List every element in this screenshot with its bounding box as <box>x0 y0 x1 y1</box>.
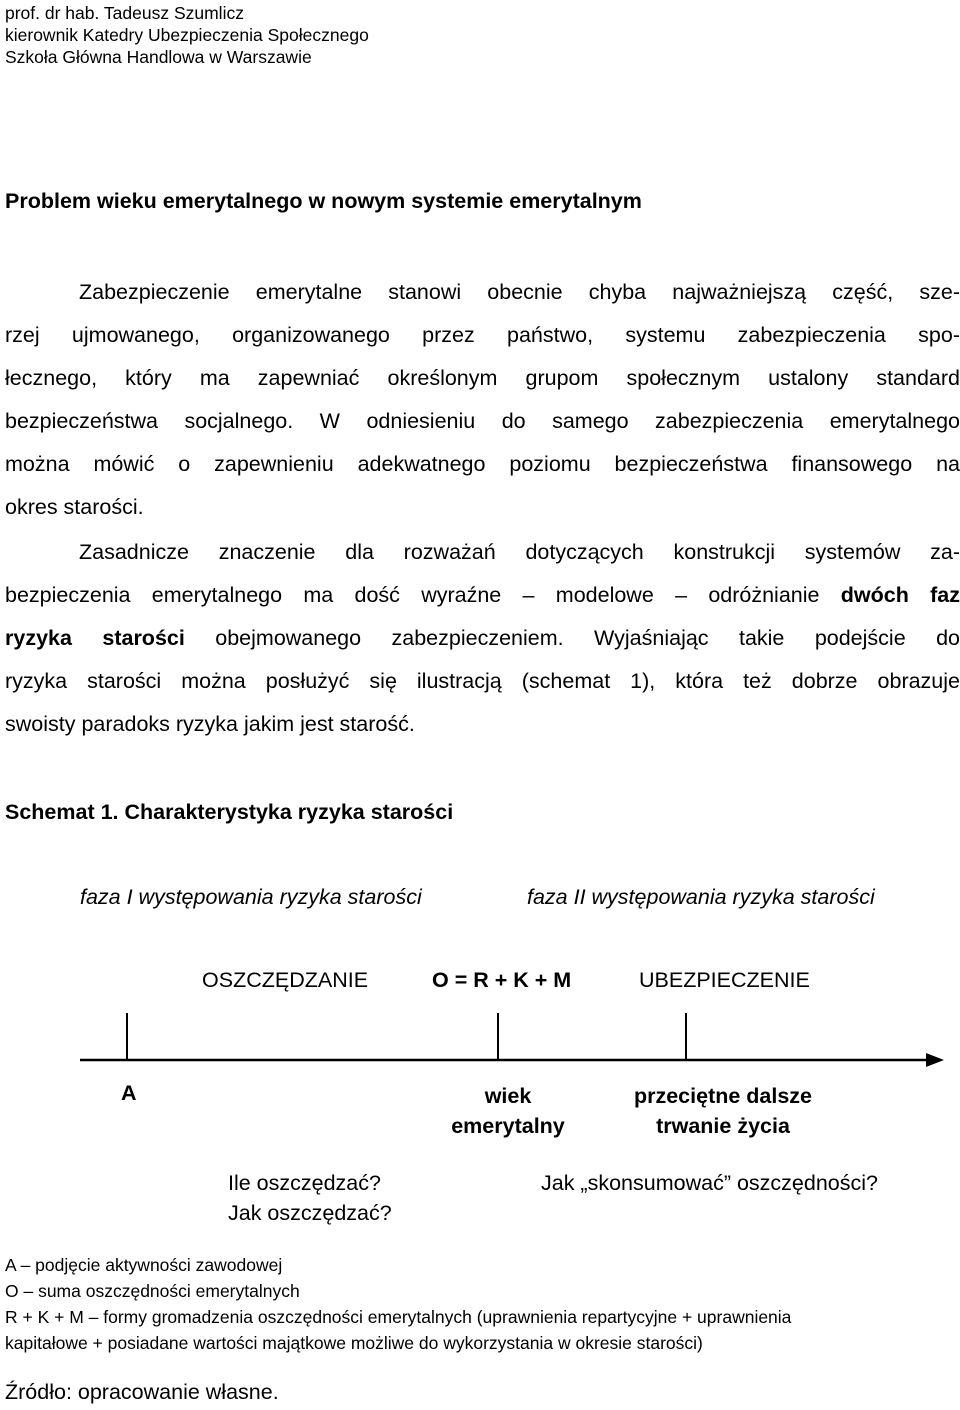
author-position: kierownik Katedry Ubezpieczenia Społecznego <box>5 25 369 45</box>
paragraph-line: łecznego, który ma zapewniać określonym grupom społecznym ustalony standard <box>5 366 960 390</box>
life-expectancy-label <box>612 1081 834 1141</box>
source-note: Źródło: opracowanie własne. <box>5 1380 279 1404</box>
saving-label: OSZCZĘDZANIE <box>202 968 369 992</box>
question-text: Jak oszczędzać? <box>228 1201 392 1225</box>
paragraph-line: ryzyka starości można posłużyć się ilustracją (schemat 1), która też dobrze obrazuje <box>5 669 960 693</box>
author-name: prof. dr hab. Tadeusz Szumlicz <box>5 3 244 23</box>
article-title: Problem wieku emerytalnego w nowym systemie emerytalnym <box>5 189 642 213</box>
author-header <box>5 2 369 68</box>
legend-notes <box>5 1252 791 1356</box>
emphasis-text: dwóch faz <box>840 583 960 607</box>
paragraph-line: bezpieczeństwa socjalnego. W odniesieniu do samego zabezpieczenia emerytalnego <box>5 409 960 433</box>
text-run: obejmowanego zabezpieczeniem. Wyjaśniając takie podejście do <box>184 626 960 650</box>
retirement-age-line: wiek <box>484 1084 532 1108</box>
paragraph-line <box>5 574 960 617</box>
paragraph-line: Zabezpieczenie emerytalne stanowi obecnie chyba najważniejszą część, sze- <box>79 280 960 304</box>
paragraph-1 <box>5 271 960 529</box>
question-text: Ile oszczędzać? <box>228 1171 381 1195</box>
legend-note: R + K + M – formy gromadzenia oszczędności emerytalnych (uprawnienia repartycyjne + uprawnienia <box>5 1307 792 1327</box>
text-run: bezpieczenia emerytalnego ma dość wyraźne – modelowe – odróżnianie <box>5 583 841 607</box>
paragraph-line: rzej ujmowanego, organizowanego przez państwo, systemu zabezpieczenia spo- <box>5 323 960 347</box>
phase-1-label: faza I występowania ryzyka starości <box>80 885 422 909</box>
phase-2-label: faza II występowania ryzyka starości <box>527 885 875 909</box>
author-institution: Szkoła Główna Handlowa w Warszawie <box>5 47 312 67</box>
paragraph-line <box>5 617 960 660</box>
paragraph-line: swoisty paradoks ryzyka jakim jest starość. <box>5 712 415 736</box>
phase-1-questions <box>228 1168 392 1228</box>
paragraph-line: okres starości. <box>5 495 144 519</box>
life-expectancy-line: trwanie życia <box>656 1114 790 1138</box>
legend-note: kapitałowe + posiadane wartości majątkowe możliwe do wykorzystania w okresie starości) <box>5 1333 703 1353</box>
insurance-label: UBEZPIECZENIE <box>639 968 810 992</box>
phase-2-question: Jak „skonsumować” oszczędności? <box>541 1171 878 1195</box>
formula-label: O = R + K + M <box>432 968 572 992</box>
emphasis-text: ryzyka starości <box>5 626 185 650</box>
legend-note: A – podjęcie aktywności zawodowej <box>5 1255 283 1275</box>
arrow-head-icon <box>926 1053 944 1067</box>
legend-note: O – suma oszczędności emerytalnych <box>5 1281 300 1301</box>
paragraph-line: można mówić o zapewnieniu adekwatnego poziomu bezpieczeństwa finansowego na <box>5 452 960 476</box>
paragraph-2 <box>5 531 960 746</box>
timeline-diagram <box>0 1005 960 1075</box>
retirement-age-line: emerytalny <box>451 1114 565 1138</box>
life-expectancy-line: przeciętne dalsze <box>633 1084 813 1108</box>
paragraph-line: Zasadnicze znaczenie dla rozważań dotyczących konstrukcji systemów za- <box>79 540 960 564</box>
point-a-label: A <box>121 1081 137 1105</box>
retirement-age-label <box>444 1081 572 1141</box>
schema-title: Schemat 1. Charakterystyka ryzyka starości <box>5 800 454 824</box>
